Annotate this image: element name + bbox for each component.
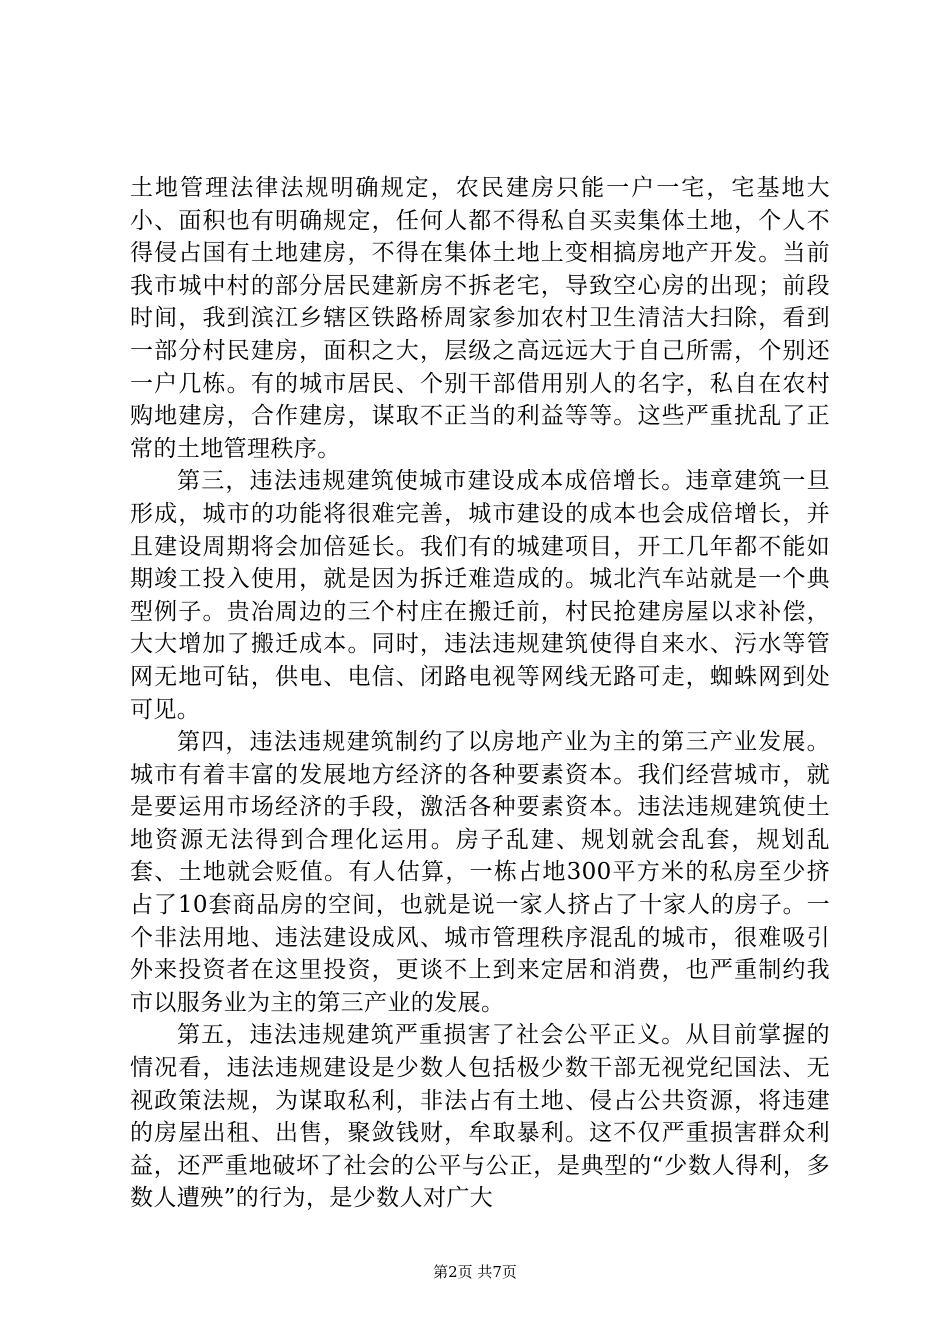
paragraph-land-law: 土地管理法律法规明确规定，农民建房只能一户一宅，宅基地大小、面积也有明确规定，任何人都不得私自买卖集体土地，个人不得侵占国有土地建房，不得在集体土地上变相搞房地产开发。当前我市城中村的部分居民建新房不拆老宅，导致空心房的出现；前段时间，我到滨江乡辖区铁路桥周家参加农村卫生清洁大扫除，看到一部分村民建房，面积之大，层级之高远远大于自己所需，个别还一户几栋。有的城市居民、个别干部借用别人的名字，私自在农村购地建房，合作建房，谋取不正当的利益等等。这些严重扰乱了正常的土地管理秩序。 xyxy=(130,175,830,462)
page-number: 第2页 共7页 xyxy=(433,1263,517,1281)
page-footer xyxy=(0,1262,950,1282)
document-body xyxy=(130,172,830,1215)
paragraph-third-point: 第三，违法违规建筑使城市建设成本成倍增长。违章建筑一旦形成，城市的功能将很难完善，城市建设的成本也会成倍增长，并且建设周期将会加倍延长。我们有的城建项目，开工几年都不能如期竣工投入使用，就是因为拆迁难造成的。城北汽车站就是一个典型例子。贵冶周边的三个村庄在搬迁前，村民抢建房屋以求补偿，大大增加了搬迁成本。同时，违法违规建筑使得自来水、污水等管网无地可钻，供电、电信、闭路电视等网线无路可走，蜘蛛网到处可见。 xyxy=(130,468,830,723)
paragraph-fourth-point: 第四，违法违规建筑制约了以房地产业为主的第三产业发展。城市有着丰富的发展地方经济的各种要素资本。我们经营城市，就是要运用市场经济的手段，激活各种要素资本。违法违规建筑使土地资源无法得到合理化运用。房子乱建、规划就会乱套，规划乱套、土地就会贬值。有人估算，一栋占地300平方米的私房至少挤占了10套商品房的空间，也就是说一家人挤占了十家人的房子。一个非法用地、违法建设成风、城市管理秩序混乱的城市，很难吸引外来投资者在这里投资，更谈不上到来定居和消费，也严重制约我市以服务业为主的第三产业的发展。 xyxy=(130,729,830,1016)
paragraph-fifth-point: 第五，违法违规建筑严重损害了社会公平正义。从目前掌握的情况看，违法违规建设是少数人包括极少数干部无视党纪国法、无视政策法规，为谋取私利，非法占有土地、侵占公共资源，将违建的房屋出租、出售，聚敛钱财，牟取暴利。这不仅严重损害群众利益，还严重地破坏了社会的公平与公正，是典型的“少数人得利，多数人遭殃”的行为，是少数人对广大 xyxy=(130,1022,830,1212)
